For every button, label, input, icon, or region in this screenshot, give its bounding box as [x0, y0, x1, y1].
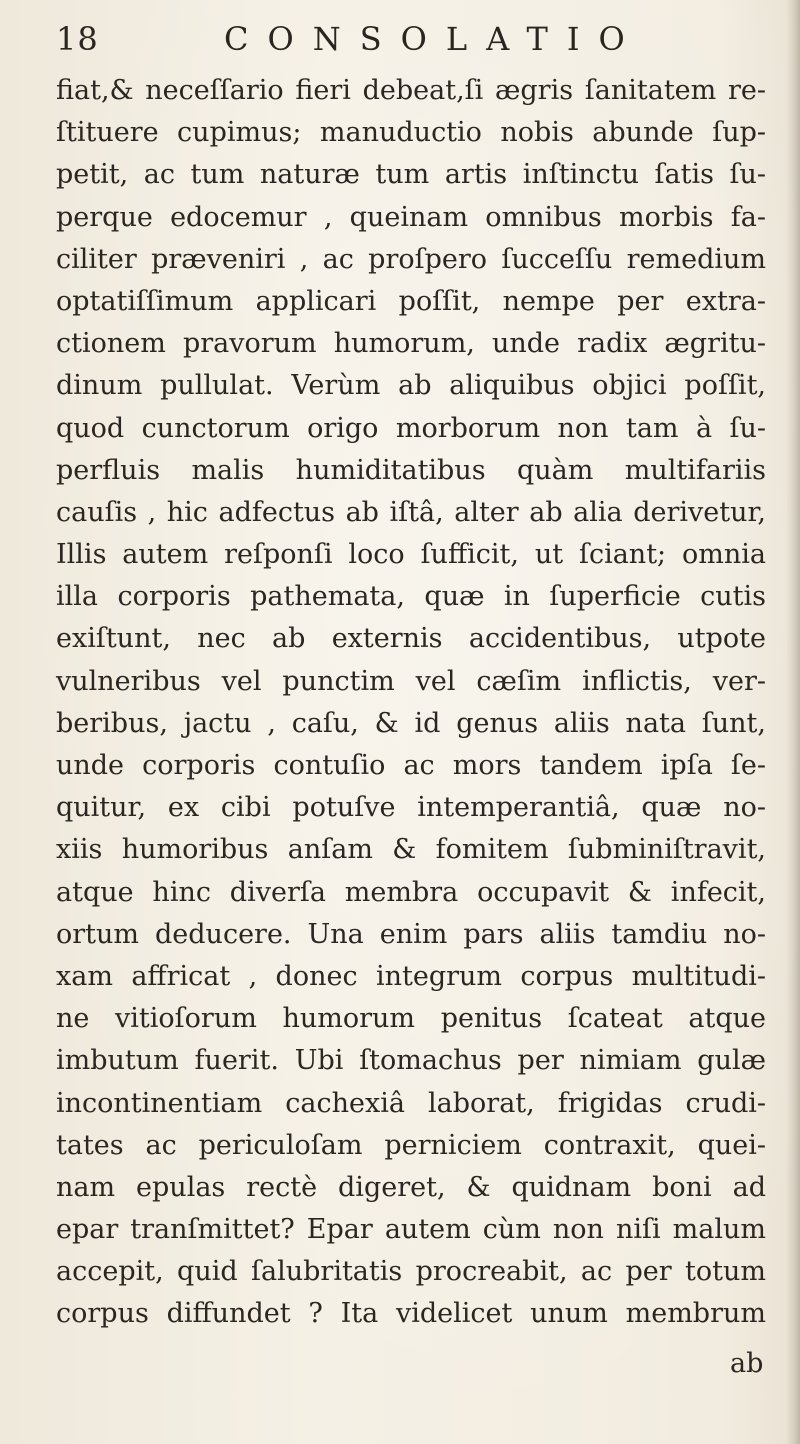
- text-line: nam epulas rectè digeret, & quidnam boni ad: [56, 1171, 766, 1203]
- text-line: epar tranſmittet? Epar autem cùm non niſi malum: [56, 1214, 766, 1246]
- text-line: ſtituere cupimus; manuductio nobis abunde ſup-: [56, 117, 766, 149]
- text-line: dinum pullulat. Verùm ab aliquibus objici poſſit,: [56, 370, 766, 402]
- text-line: xiis humoribus anſam & fomitem ſubminiſtravit,: [56, 834, 766, 866]
- text-line: quod cunctorum origo morborum non tam à ſu-: [56, 412, 766, 444]
- text-line: xam affricat , donec integrum corpus multitudi-: [56, 960, 766, 992]
- text-line: atque hinc diverſa membra occupavit & infecit,: [56, 876, 766, 908]
- text-line: corpus diffundet ? Ita videlicet unum membrum: [56, 1298, 766, 1330]
- body-text: [56, 70, 766, 1336]
- text-line: accepit, quid ſalubritatis procreabit, ac per totum: [56, 1256, 766, 1288]
- text-line: Illis autem reſponſi loco ſufficit, ut ſciant; omnia: [56, 539, 766, 571]
- text-line: vulneribus vel punctim vel cæſim inflictis, ver-: [56, 665, 766, 697]
- text-line: unde corporis contuſio ac mors tandem ipſa ſe-: [56, 750, 766, 781]
- text-line: tates ac periculoſam perniciem contraxit, quei-: [56, 1129, 766, 1161]
- text-line: perfluis malis humiditatibus quàm multifariis: [56, 454, 766, 486]
- text-line: fiat,& neceſſario fieri debeat,ſi ægris ſanitatem re-: [56, 75, 766, 106]
- text-line: petit, ac tum naturæ tum artis inſtinctu ſatis ſu-: [56, 159, 766, 191]
- text-line: optatiſſimum applicari poſſit, nempe per extra-: [56, 285, 766, 317]
- text-line: ctionem pravorum humorum, unde radix ægritu-: [56, 328, 766, 360]
- text-line: ne vitioſorum humorum penitus ſcateat atque: [56, 1003, 766, 1035]
- text-line: ciliter præveniri , ac proſpero ſucceſſu remedium: [56, 243, 766, 275]
- text-line: ortum deducere. Una enim pars aliis tamdiu no-: [56, 918, 766, 950]
- page-header: [56, 16, 756, 66]
- text-line: imbutum fuerit. Ubi ſtomachus per nimiam gulæ: [56, 1045, 766, 1077]
- page-number: 18: [56, 20, 99, 58]
- text-line: cauſis , hic adfectus ab iſtâ, alter ab alia derivetur,: [56, 496, 766, 528]
- text-line: illa corporis pathemata, quæ in ſuperficie cutis: [56, 581, 766, 613]
- page-edge-shadow: [786, 0, 800, 1444]
- text-line: exiſtunt, nec ab externis accidentibus, utpote: [56, 623, 766, 655]
- text-line: beribus, jactu , caſu, & id genus aliis nata ſunt,: [56, 707, 766, 739]
- catchword: ab: [730, 1348, 764, 1379]
- text-line: perque edocemur , queinam omnibus morbis fa-: [56, 201, 766, 233]
- running-title: CONSOLATIO: [224, 20, 644, 58]
- text-line: incontinentiam cachexiâ laborat, frigidas crudi-: [56, 1087, 766, 1119]
- text-line: quitur, ex cibi potuſve intemperantiâ, quæ no-: [56, 792, 766, 824]
